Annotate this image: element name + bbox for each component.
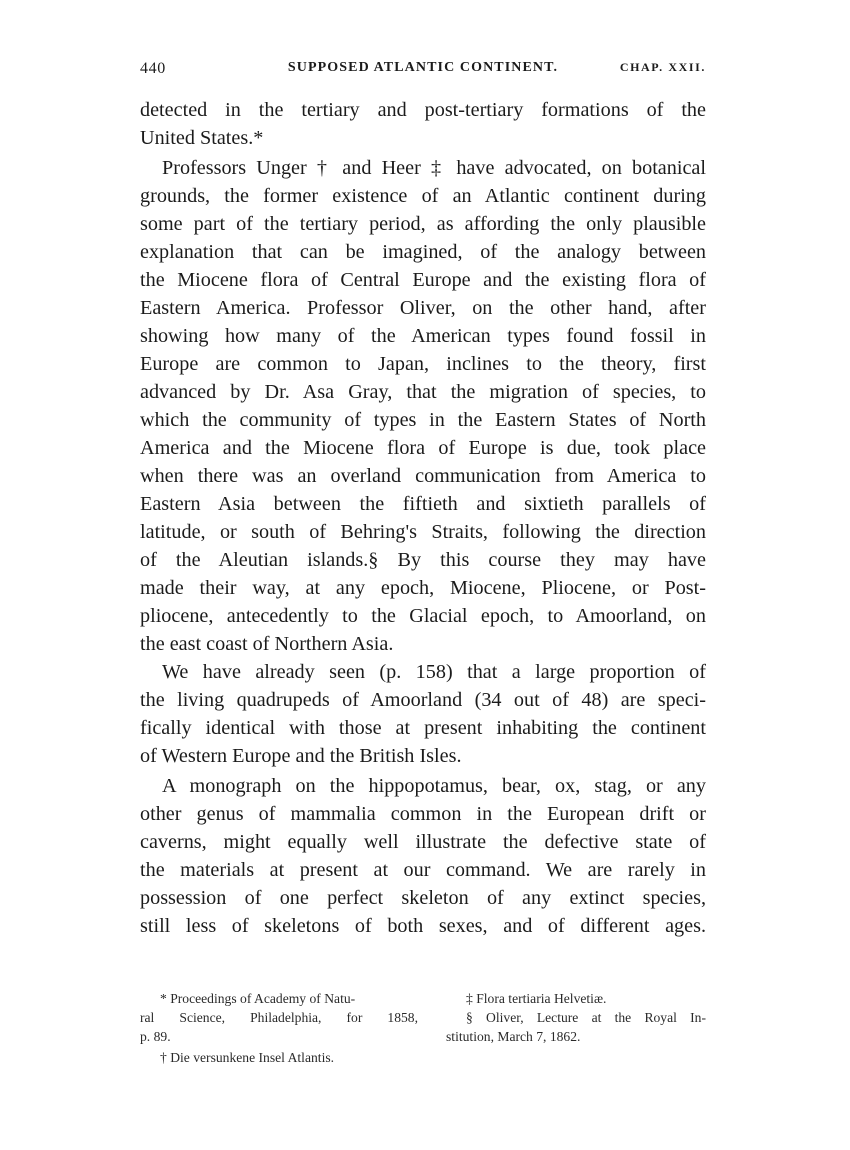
- footnote-line: stitution, March 7, 1862.: [446, 1029, 581, 1044]
- text-line: pliocene, antecedently to the Glacial epoch, to Amoorland, on: [140, 605, 706, 627]
- footnote-line: § Oliver, Lecture at the Royal In-: [466, 1010, 706, 1025]
- text-line: caverns, might equally well illustrate the defective state of: [140, 831, 706, 853]
- paragraph-first-line: We have already seen (p. 158) that a large proportion of: [162, 661, 706, 683]
- text-line: made their way, at any epoch, Miocene, Pliocene, or Post-: [140, 577, 706, 599]
- text-line: the east coast of Northern Asia.: [140, 633, 394, 655]
- text-line: the materials at present at our command. We are rarely in: [140, 859, 706, 881]
- footnote-line: * Proceedings of Academy of Natu-: [160, 991, 356, 1006]
- text-line: detected in the tertiary and post-tertiary formations of the: [140, 99, 706, 121]
- footnote-line: ‡ Flora tertiaria Helvetiæ.: [466, 991, 607, 1006]
- text-line: Eastern Asia between the fiftieth and sixtieth parallels of: [140, 493, 706, 515]
- footnote-line: † Die versunkene Insel Atlantis.: [160, 1050, 335, 1065]
- footnote-line: ral Science, Philadelphia, for 1858,: [140, 1010, 418, 1025]
- text-line: the living quadrupeds of Amoorland (34 out of 48) are speci-: [140, 689, 706, 711]
- text-line: Eastern America. Professor Oliver, on the other hand, after: [140, 297, 706, 319]
- page-number: 440: [140, 60, 166, 77]
- text-line: other genus of mammalia common in the European drift or: [140, 803, 706, 825]
- text-line: of Western Europe and the British Isles.: [140, 745, 462, 767]
- text-line: still less of skeletons of both sexes, and of different ages.: [140, 915, 706, 937]
- paragraph-first-line: A monograph on the hippopotamus, bear, ox, stag, or any: [162, 775, 706, 797]
- paragraph-first-line: Professors Unger † and Heer ‡ have advocated, on botanical: [162, 157, 706, 179]
- text-line: advanced by Dr. Asa Gray, that the migration of species, to: [140, 381, 706, 403]
- text-line: possession of one perfect skeleton of any extinct species,: [140, 887, 706, 909]
- text-line: when there was an overland communication from America to: [140, 465, 706, 487]
- text-line: some part of the tertiary period, as affording the only plausible: [140, 213, 706, 235]
- text-line: which the community of types in the Eastern States of North: [140, 409, 706, 431]
- text-line: grounds, the former existence of an Atlantic continent during: [140, 185, 706, 207]
- text-line: the Miocene flora of Central Europe and the existing flora of: [140, 269, 706, 291]
- text-line: United States.*: [140, 127, 264, 149]
- text-line: Europe are common to Japan, inclines to the theory, first: [140, 353, 706, 375]
- chapter-label: CHAP. XXII.: [619, 60, 706, 74]
- text-line: explanation that can be imagined, of the analogy between: [140, 241, 706, 263]
- running-head: [140, 60, 706, 84]
- running-title: SUPPOSED ATLANTIC CONTINENT.: [287, 60, 559, 75]
- text-line: America and the Miocene flora of Europe is due, took place: [140, 437, 706, 459]
- text-line: of the Aleutian islands.§ By this course they may have: [140, 549, 706, 571]
- footnote-line: p. 89.: [140, 1029, 171, 1044]
- text-line: fically identical with those at present inhabiting the continent: [140, 717, 706, 739]
- text-line: latitude, or south of Behring's Straits, following the direction: [140, 521, 706, 543]
- text-line: showing how many of the American types found fossil in: [140, 325, 706, 347]
